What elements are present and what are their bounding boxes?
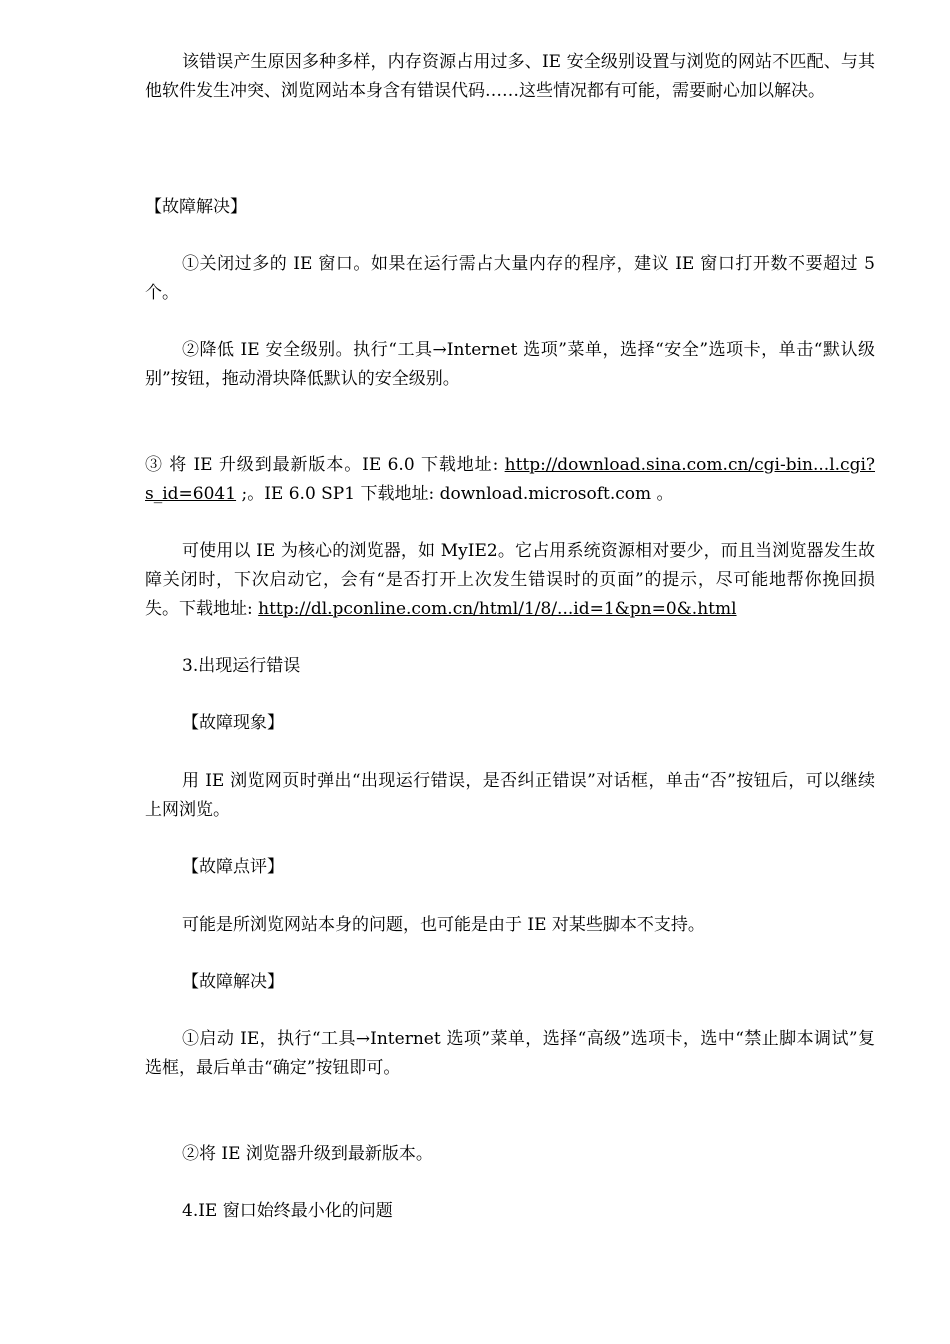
fix-a-paragraph: ①启动 IE，执行“工具→Internet 选项”菜单，选择“高级”选项卡，选中“禁止脚本调试”复选框，最后单击“确定”按钮即可。 bbox=[145, 1029, 875, 1078]
symptom-paragraph: 用 IE 浏览网页时弹出“出现运行错误，是否纠正错误”对话框，单击“否”按钮后，可以继续上网浏览。 bbox=[145, 771, 875, 820]
myie2-paragraph bbox=[145, 537, 875, 624]
myie2-text: 可使用以 IE 为核心的浏览器，如 MyIE2。它占用系统资源相对要少，而且当浏览器发生故障关闭时，下次启动它，会有“是否打开上次发生错误时的页面”的提示，尽可能地帮你挽回损失。下载地址: bbox=[145, 541, 875, 619]
heading-fix-2: 【故障解决】 bbox=[182, 972, 284, 992]
fix-step-2: ②降低 IE 安全级别。执行“工具→Internet 选项”菜单，选择“安全”选项卡，单击“默认级别”按钮，拖动滑块降低默认的安全级别。 bbox=[145, 340, 875, 389]
fix-step-3 bbox=[145, 451, 875, 509]
ie6-download-link[interactable]: http://download.sina.com.cn/cgi-bin...l.cgi?s_id=6041 bbox=[145, 455, 875, 504]
heading-symptom: 【故障现象】 bbox=[182, 713, 284, 733]
fix-step-3-text-b: ;。IE 6.0 SP1 下载地址: download.microsoft.com 。 bbox=[236, 484, 674, 504]
fix-step-3-text: ③ 将 IE 升级到最新版本。IE 6.0 下载地址: bbox=[145, 455, 505, 475]
fix-b-paragraph: ②将 IE 浏览器升级到最新版本。 bbox=[182, 1144, 433, 1164]
fix-step-1: ①关闭过多的 IE 窗口。如果在运行需占大量内存的程序，建议 IE 窗口打开数不要超过 5 个。 bbox=[145, 254, 875, 303]
section-4-title: 4.IE 窗口始终最小化的问题 bbox=[182, 1201, 393, 1221]
comment-paragraph: 可能是所浏览网站本身的问题，也可能是由于 IE 对某些脚本不支持。 bbox=[182, 915, 705, 935]
myie2-download-link[interactable]: http://dl.pconline.com.cn/html/1/8/...id=1&pn=0&.html bbox=[258, 599, 737, 619]
heading-comment: 【故障点评】 bbox=[182, 857, 284, 877]
heading-fix: 【故障解决】 bbox=[145, 197, 247, 217]
cause-paragraph: 该错误产生原因多种多样，内存资源占用过多、IE 安全级别设置与浏览的网站不匹配、与其他软件发生冲突、浏览网站本身含有错误代码……这些情况都有可能，需要耐心加以解决。 bbox=[145, 52, 875, 101]
section-3-title: 3.出现运行错误 bbox=[182, 656, 301, 676]
